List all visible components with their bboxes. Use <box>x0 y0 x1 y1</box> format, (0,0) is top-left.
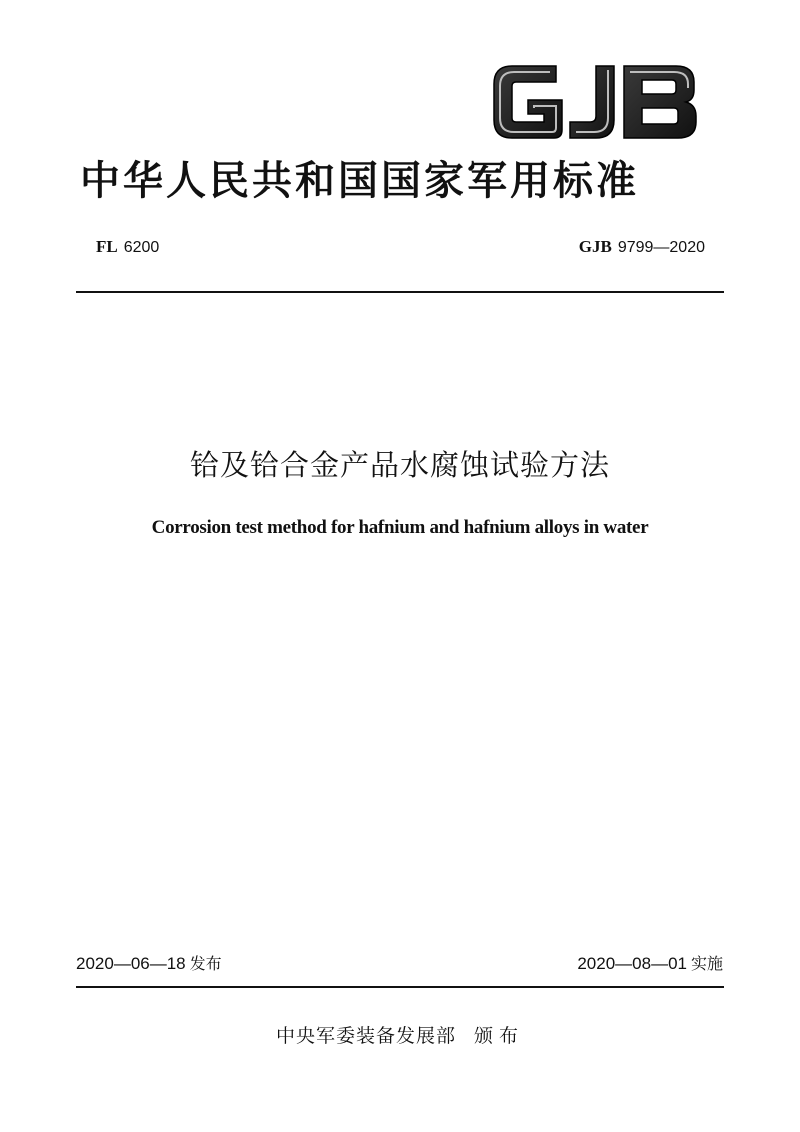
header-divider <box>76 291 724 293</box>
standard-prefix: GJB <box>578 237 612 256</box>
footer-divider <box>76 986 724 988</box>
document-title-english: Corrosion test method for hafnium and hafnium alloys in water <box>151 517 649 538</box>
document-title-chinese: 铪及铪合金产品水腐蚀试验方法 <box>189 448 610 482</box>
standard-number <box>579 236 705 259</box>
gjb-logo-mark <box>490 62 700 142</box>
issuer-action: 颁布 <box>474 1025 525 1047</box>
implementation-date-value: 2020—08—01 <box>577 954 687 973</box>
issuer-organization: 中央军委装备发展部 <box>275 1025 456 1047</box>
classification-prefix: FL <box>96 237 118 256</box>
implementation-date <box>577 952 723 976</box>
issue-date <box>76 952 222 976</box>
issuing-authority-title: 中华人民共和国国家军用标准 <box>80 158 639 204</box>
issue-date-label: 发布 <box>189 954 222 973</box>
standard-number-value: 9799—2020 <box>617 239 705 256</box>
issue-date-value: 2020—06—18 <box>76 954 186 973</box>
classification-code <box>96 236 159 259</box>
gjb-logo <box>490 62 700 142</box>
issuer-line <box>0 1022 800 1050</box>
classification-number: 6200 <box>123 239 160 256</box>
implementation-date-label: 实施 <box>690 954 723 973</box>
